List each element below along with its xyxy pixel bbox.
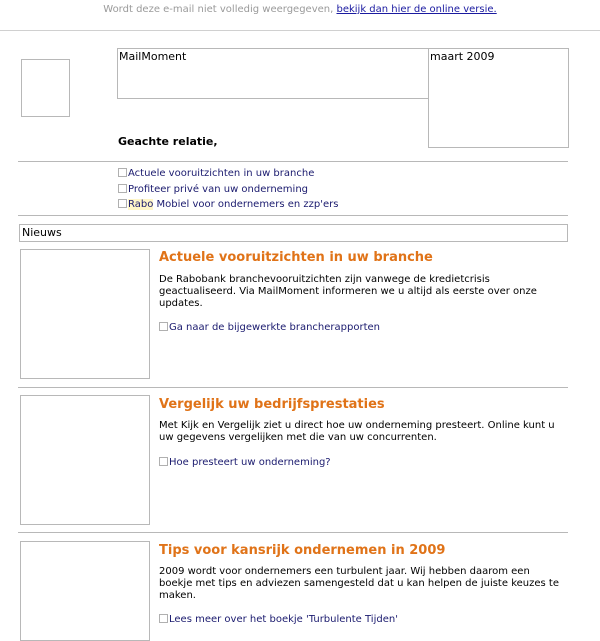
section-header-news bbox=[19, 224, 568, 242]
article-link[interactable] bbox=[159, 457, 331, 468]
bullet-icon bbox=[118, 199, 127, 208]
toc-label-highlight: Rabo bbox=[128, 199, 154, 210]
bullet-icon bbox=[118, 184, 127, 193]
masthead-date-box bbox=[428, 48, 569, 148]
article-body: De Rabobank branchevooruitzichten zijn vanwege de kredietcrisis geactualiseerd. Via MailMoment informeren we u altijd als eerste over onze updates. bbox=[159, 274, 537, 309]
bullet-icon bbox=[118, 168, 127, 177]
top-divider bbox=[0, 30, 600, 31]
article-title: Vergelijk uw bedrijfsprestaties bbox=[159, 397, 385, 412]
bullet-icon bbox=[159, 614, 168, 623]
article-link-label: Lees meer over het boekje 'Turbulente Tijden' bbox=[169, 614, 398, 625]
article-body: Met Kijk en Vergelijk ziet u direct hoe uw onderneming presteert. Online kunt u uw gegevens vergelijken met die van uw concurrenten. bbox=[159, 420, 555, 443]
divider bbox=[18, 387, 568, 388]
toc-link-rabo-mobiel[interactable] bbox=[118, 199, 338, 210]
article-image-placeholder bbox=[20, 249, 150, 379]
toc-label: Actuele vooruitzichten in uw branche bbox=[128, 168, 315, 179]
toc-label: Profiteer privé van uw onderneming bbox=[128, 184, 309, 195]
article-image-placeholder bbox=[20, 395, 150, 525]
notice-text: Wordt deze e-mail niet volledig weergegeven, bbox=[103, 4, 334, 15]
online-version-link[interactable]: bekijk dan hier de online versie. bbox=[336, 4, 497, 15]
article-link-label: Ga naar de bijgewerkte brancherapporten bbox=[169, 322, 380, 333]
bullet-icon bbox=[159, 322, 168, 331]
divider bbox=[18, 532, 568, 533]
masthead-brand: MailMoment bbox=[119, 50, 187, 63]
toc-link-prive[interactable] bbox=[118, 184, 308, 195]
toc-link-branche[interactable] bbox=[118, 168, 314, 179]
greeting: Geachte relatie, bbox=[118, 135, 218, 148]
divider bbox=[18, 161, 568, 162]
logo-image-placeholder bbox=[21, 59, 70, 117]
masthead-banner bbox=[117, 48, 429, 99]
article-body: 2009 wordt voor ondernemers een turbulent jaar. Wij hebben daarom een boekje met tips en adviezen samengesteld dat u kan helpen de juiste keuzes te maken. bbox=[159, 566, 559, 601]
article-link[interactable] bbox=[159, 322, 380, 333]
article-link-label: Hoe presteert uw onderneming? bbox=[169, 457, 331, 468]
toc-label: Mobiel voor ondernemers en zzp'ers bbox=[153, 199, 339, 210]
masthead-date: maart 2009 bbox=[430, 50, 495, 63]
online-version-notice bbox=[0, 0, 600, 30]
article-title: Actuele vooruitzichten in uw branche bbox=[159, 250, 433, 265]
article-link[interactable] bbox=[159, 614, 398, 625]
bullet-icon bbox=[159, 457, 168, 466]
divider bbox=[18, 215, 568, 216]
section-label: Nieuws bbox=[22, 226, 62, 239]
article-title: Tips voor kansrijk ondernemen in 2009 bbox=[159, 543, 446, 558]
article-image-placeholder bbox=[20, 541, 150, 641]
